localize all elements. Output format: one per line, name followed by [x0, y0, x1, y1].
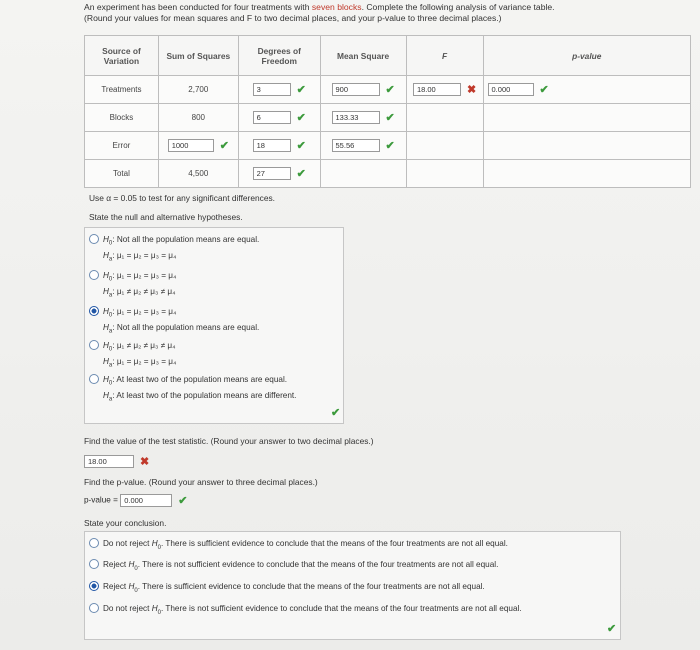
- hypothesis-option-5[interactable]: $H_0$: At least two of the population means are equal. $H_a$: At least two of the population means are different.: [89, 374, 296, 405]
- conclusion-prompt: State your conclusion.: [84, 518, 167, 528]
- check-icon: ✔: [539, 84, 549, 96]
- empty-cell: [406, 132, 483, 160]
- option-text: Reject: [103, 582, 129, 592]
- ha-text: Not all the population means are equal.: [116, 322, 260, 332]
- check-icon: ✔: [296, 140, 306, 152]
- pvalue-prompt: Find the p-value. (Round your answer to three decimal places.): [84, 477, 318, 487]
- ss-value: 800: [158, 104, 238, 132]
- hypothesis-option-2[interactable]: $H_0$: μ₁ = μ₂ = μ₃ = μ₄ $H_a$: μ₁ ≠ μ₂ ≠ μ₃ ≠ μ₄: [89, 270, 176, 301]
- check-icon: ✔: [296, 112, 306, 124]
- df-cell: [238, 160, 320, 188]
- pvalue-input[interactable]: 0.000: [120, 494, 172, 507]
- ss-value: 2,700: [158, 76, 238, 104]
- radio-button[interactable]: [89, 559, 99, 569]
- table-row-blocks: [85, 104, 691, 132]
- check-icon: ✔: [385, 84, 395, 96]
- radio-button[interactable]: [89, 603, 99, 613]
- radio-button[interactable]: [89, 340, 99, 350]
- ms-cell: [320, 76, 406, 104]
- p-input[interactable]: 0.000: [488, 83, 534, 96]
- anova-table: [84, 35, 691, 188]
- radio-button[interactable]: [89, 270, 99, 280]
- question-intro: [84, 2, 694, 24]
- h0-text: μ₁ = μ₂ = μ₃ = μ₄: [116, 307, 177, 316]
- table-row-error: [85, 132, 691, 160]
- radio-button-selected[interactable]: [89, 306, 99, 316]
- ss-error-input[interactable]: 1000: [168, 139, 214, 152]
- table-header-row: [85, 36, 691, 76]
- f-input[interactable]: 18.00: [413, 83, 461, 96]
- ha-text: μ₁ = μ₂ = μ₃ = μ₄: [116, 356, 177, 366]
- hypothesis-option-3[interactable]: $H_0$: μ₁ = μ₂ = μ₃ = μ₄ $H_a$: Not all the population means are equal.: [89, 306, 259, 337]
- test-stat-prompt: Find the value of the test statistic. (Round your answer to two decimal places.): [84, 436, 374, 446]
- intro-text-end: . Complete the following analysis of variance table.: [361, 2, 555, 12]
- ss-value: 4,500: [158, 160, 238, 188]
- ha-text: μ₁ ≠ μ₂ ≠ μ₃ ≠ μ₄: [116, 286, 176, 296]
- row-label: Treatments: [85, 76, 159, 104]
- hypotheses-box: [84, 227, 344, 424]
- f-cell: [406, 76, 483, 104]
- intro-text: An experiment has been conducted for four treatments with: [84, 2, 312, 12]
- ha-text: μ₁ = μ₂ = μ₃ = μ₄: [116, 250, 177, 260]
- ms-treatments-input[interactable]: 900: [332, 83, 380, 96]
- x-icon: ✖: [140, 456, 150, 469]
- df-total-input[interactable]: 27: [253, 167, 291, 180]
- table-row-treatments: [85, 76, 691, 104]
- conclusion-option-3[interactable]: Reject $H_0$. There is sufficient evidence to conclude that the means of the four treatments are not all equal.: [89, 582, 485, 594]
- ms-cell: [320, 132, 406, 160]
- check-icon: ✔: [607, 623, 617, 635]
- x-icon: ✖: [466, 84, 477, 96]
- ha-text: At least two of the population means are different.: [116, 390, 297, 400]
- empty-cell: [406, 160, 483, 188]
- check-icon: ✔: [385, 112, 395, 124]
- df-cell: [238, 76, 320, 104]
- conclusion-box: [84, 531, 621, 640]
- header-df: Degrees of Freedom: [238, 36, 320, 76]
- empty-cell: [406, 104, 483, 132]
- ms-cell: [320, 104, 406, 132]
- hypothesis-option-4[interactable]: $H_0$: μ₁ ≠ μ₂ ≠ μ₃ ≠ μ₄ $H_a$: μ₁ = μ₂ = μ₃ = μ₄: [89, 340, 176, 371]
- option-text: Do not reject: [103, 539, 152, 549]
- option-text: . There is not sufficient evidence to conclude that the means of the four treatments are not all equal.: [160, 604, 522, 614]
- option-text: Do not reject: [103, 604, 152, 614]
- header-ms: Mean Square: [320, 36, 406, 76]
- check-icon: ✔: [296, 168, 306, 180]
- h0-text: μ₁ ≠ μ₂ ≠ μ₃ ≠ μ₄: [116, 341, 176, 350]
- option-text: . There is sufficient evidence to conclude that the means of the four treatments are not all equal.: [137, 582, 485, 592]
- empty-cell: [483, 104, 690, 132]
- check-icon: ✔: [296, 84, 306, 96]
- ss-cell: [158, 132, 238, 160]
- alpha-text: Use α = 0.05 to test for any significant differences.: [89, 193, 276, 203]
- check-icon: ✔: [385, 140, 395, 152]
- empty-cell: [483, 160, 690, 188]
- option-text: . There is not sufficient evidence to conclude that the means of the four treatments are not all equal.: [137, 560, 499, 570]
- h0-text: Not all the population means are equal.: [116, 235, 260, 244]
- ms-blocks-input[interactable]: 133.33: [332, 111, 380, 124]
- test-stat-answer: [84, 453, 149, 471]
- header-ss: Sum of Squares: [158, 36, 238, 76]
- hypothesis-option-1[interactable]: $H_0$: Not all the population means are equal. $H_a$: μ₁ = μ₂ = μ₃ = μ₄: [89, 234, 259, 265]
- check-icon: ✔: [331, 407, 341, 419]
- df-error-input[interactable]: 18: [253, 139, 291, 152]
- header-f: F: [406, 36, 483, 76]
- check-icon: ✔: [219, 140, 229, 152]
- intro-rounding: (Round your values for mean squares and F to two decimal places, and your p-value to three decimal places.): [84, 13, 502, 23]
- p-cell: [483, 76, 690, 104]
- header-source: Source of Variation: [85, 36, 159, 76]
- conclusion-option-2[interactable]: Reject $H_0$. There is not sufficient evidence to conclude that the means of the four treatments are not all equal.: [89, 560, 498, 572]
- df-blocks-input[interactable]: 6: [253, 111, 291, 124]
- h0-text: At least two of the population means are equal.: [116, 375, 288, 384]
- row-label: Error: [85, 132, 159, 160]
- ms-error-input[interactable]: 55.56: [332, 139, 380, 152]
- test-stat-input[interactable]: 18.00: [84, 455, 134, 468]
- row-label: Total: [85, 160, 159, 188]
- pvalue-label: p-value =: [84, 495, 118, 505]
- empty-cell: [320, 160, 406, 188]
- conclusion-option-1[interactable]: Do not reject $H_0$. There is sufficient evidence to conclude that the means of the four treatments are not all equal.: [89, 539, 508, 551]
- df-cell: [238, 132, 320, 160]
- state-hypotheses-prompt: State the null and alternative hypotheses.: [89, 212, 243, 222]
- intro-highlight: seven blocks: [311, 2, 362, 12]
- radio-button-selected[interactable]: [89, 581, 99, 591]
- row-label: Blocks: [85, 104, 159, 132]
- radio-button[interactable]: [89, 374, 99, 384]
- option-text: Reject: [103, 560, 129, 570]
- radio-button[interactable]: [89, 538, 99, 548]
- pvalue-answer: [84, 494, 187, 507]
- h0-text: μ₁ = μ₂ = μ₃ = μ₄: [116, 271, 177, 280]
- df-cell: [238, 104, 320, 132]
- df-treatments-input[interactable]: 3: [253, 83, 291, 96]
- check-icon: ✔: [178, 495, 188, 507]
- radio-button[interactable]: [89, 234, 99, 244]
- conclusion-option-4[interactable]: Do not reject $H_0$. There is not sufficient evidence to conclude that the means of the four treatments are not all equal.: [89, 604, 522, 616]
- empty-cell: [483, 132, 690, 160]
- option-text: . There is sufficient evidence to conclude that the means of the four treatments are not all equal.: [160, 539, 508, 549]
- table-row-total: [85, 160, 691, 188]
- header-p: p-value: [483, 36, 690, 76]
